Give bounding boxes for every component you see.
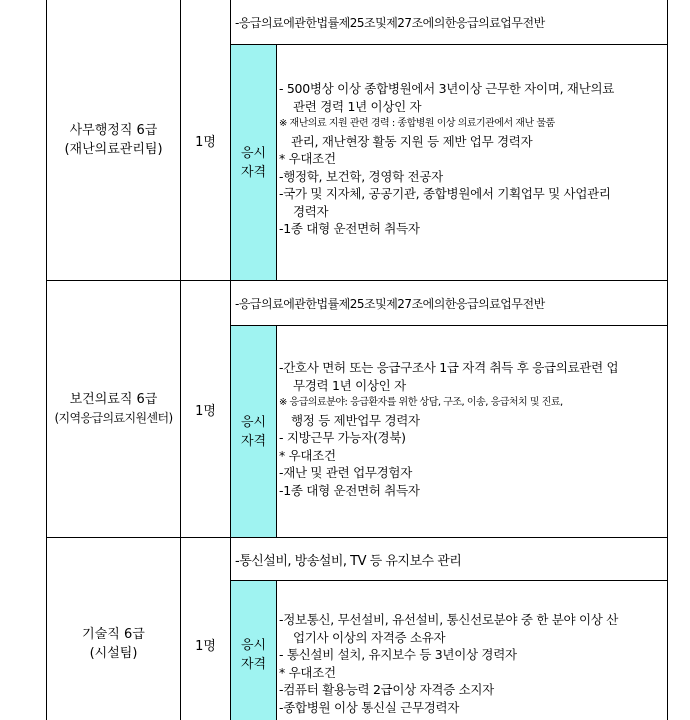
row3-duty-divider xyxy=(230,580,668,581)
job-department: (지역응급의료지원센터) xyxy=(54,411,173,425)
headcount: 1명 xyxy=(195,638,216,654)
list-item: -행정학, 보건학, 경영학 전공자 xyxy=(279,168,443,184)
job-department: (시설팀) xyxy=(89,646,138,661)
list-item: -종합병원 이상 통신실 근무경력자 xyxy=(279,699,460,715)
list-item: * 우대조건 xyxy=(279,151,336,166)
duty-description-1: -응급의료에관한법률제25조및제27조에의한응급의료업무전반 xyxy=(235,16,545,30)
job-department: (재난의료관리팀) xyxy=(64,142,163,157)
list-item: -컴퓨터 활용능력 2급이상 자격증 소지자 xyxy=(279,682,494,697)
label-column-divider-2 xyxy=(276,325,277,537)
label-column-divider-3 xyxy=(276,580,277,720)
duty-description-2: -응급의료에관한법률제25조및제27조에의한응급의료업무전반 xyxy=(235,297,545,311)
list-item: * 우대조건 xyxy=(279,447,336,463)
list-item: -간호사 면허 또는 응급구조사 1급 자격 취득 후 응급의료관련 업 xyxy=(279,360,619,375)
headcount: 1명 xyxy=(195,134,216,150)
label-column-divider-1 xyxy=(276,44,277,280)
qualification-label-1: 응시 자격 xyxy=(231,45,276,280)
table-right-border xyxy=(667,0,668,720)
list-item: 관련 경력 1년 이상인 자 xyxy=(293,98,422,114)
headcount-cell-2 xyxy=(181,281,230,537)
headcount-cell-1 xyxy=(181,0,230,280)
list-item: -정보통신, 무선설비, 유선설비, 통신선로분야 중 한 분야 이상 산 xyxy=(279,612,618,627)
list-item: * 우대조건 xyxy=(279,664,336,680)
row1-duty-divider xyxy=(230,44,668,45)
qualification-label-3: 응시 자격 xyxy=(231,581,276,720)
list-item: - 500병상 이상 종합병원에서 3년이상 근무한 자이며, 재난의료 xyxy=(279,81,615,96)
list-item: ※ 재난의료 지원 관련 경력 : 종합병원 이상 의료기관에서 재난 물품 xyxy=(279,118,555,129)
job-title-cell-3 xyxy=(47,538,180,720)
list-item: - 통신설비 설치, 유지보수 등 3년이상 경력자 xyxy=(279,647,517,662)
qualification-list-2 xyxy=(279,359,618,499)
list-item: 행정 등 제반업무 경력자 xyxy=(291,412,420,428)
qualification-label-2: 응시 자격 xyxy=(231,326,276,537)
job-title: 기술직 6급 xyxy=(82,627,145,642)
job-title: 보건의료직 6급 xyxy=(69,392,158,407)
job-title: 사무행정직 6급 xyxy=(69,123,158,138)
qualification-list-3 xyxy=(279,611,618,716)
list-item: -1종 대형 운전면허 취득자 xyxy=(279,221,420,236)
row2-duty-divider xyxy=(230,325,668,326)
list-item: -국가 및 지자체, 공공기관, 종합병원에서 기획업무 및 사업관리 xyxy=(279,186,611,201)
list-item: 경력자 xyxy=(293,203,329,219)
list-item: 무경력 1년 이상인 자 xyxy=(293,377,406,393)
list-item: 관리, 재난현장 활동 지원 등 제반 업무 경력자 xyxy=(291,133,533,149)
list-item: -재난 및 관련 업무경험자 xyxy=(279,465,412,480)
list-item: ※ 응급의료분야: 응급환자를 위한 상담, 구조, 이송, 응급처치 및 진료, xyxy=(279,397,563,408)
job-title-cell-1 xyxy=(47,0,180,280)
list-item: - 지방근무 가능자(경북) xyxy=(279,430,406,445)
duty-description-3: -통신설비, 방송설비, TV 등 유지보수 관리 xyxy=(235,554,462,569)
job-title-cell-2 xyxy=(47,281,180,537)
list-item: -1종 대형 운전면허 취득자 xyxy=(279,482,420,498)
list-item: 업기사 이상의 자격증 소유자 xyxy=(293,629,446,645)
headcount-cell-3 xyxy=(181,538,230,720)
headcount: 1명 xyxy=(195,403,216,419)
qualification-list-1 xyxy=(279,80,614,238)
